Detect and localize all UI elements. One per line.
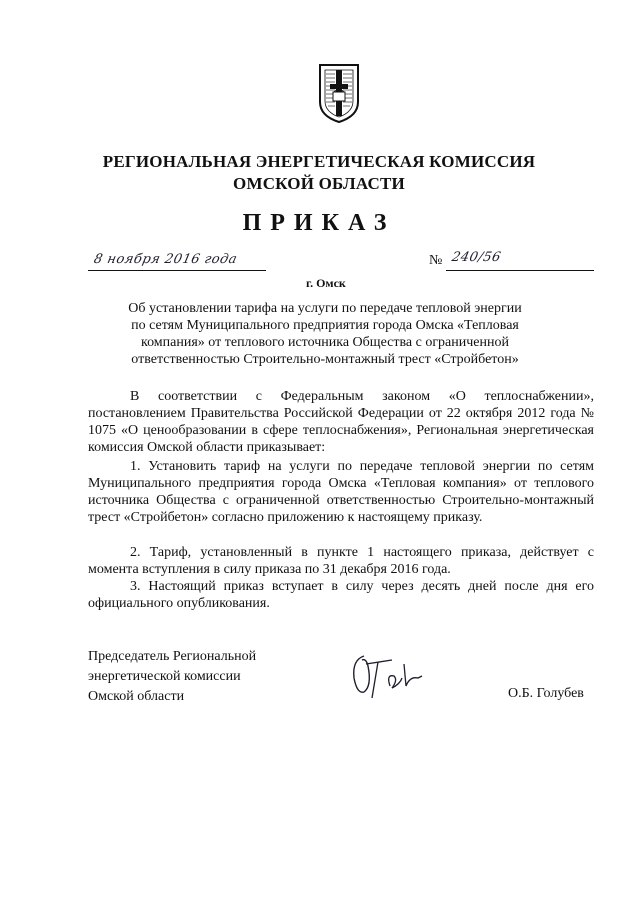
order-title: ПРИКАЗ (242, 210, 396, 236)
signatory-name: О.Б. Голубев (508, 686, 584, 701)
position-line: Председатель Региональной (88, 649, 257, 664)
order-subject (110, 300, 540, 368)
position-line: энергетической комиссии (88, 669, 241, 684)
handwritten-signature (348, 652, 428, 700)
position-line: Омской области (88, 689, 185, 704)
org-title-line1: РЕГИОНАЛЬНАЯ ЭНЕРГЕТИЧЕСКАЯ КОМИССИЯ (102, 152, 536, 171)
order-date-handwritten: 8 ноября 2016 года (92, 252, 239, 267)
order-number-label: № (429, 253, 443, 268)
city-label: г. Омск (306, 276, 346, 290)
subject-line: Об установлении тарифа на услуги по передаче тепловой энергии (128, 301, 522, 316)
order-item-3: 3. Настоящий приказ вступает в силу через десять дней после дня его официального опубликования. (88, 579, 594, 611)
subject-line: по сетям Муниципального предприятия города Омска «Тепловая (131, 318, 519, 333)
order-item-2: 2. Тариф, установленный в пункте 1 настоящего приказа, действует с момента вступления в силу приказа по 31 декабря 2016 года. (88, 545, 594, 577)
preamble-paragraph: В соответствии с Федеральным законом «О теплоснабжении», постановлением Правительства Российской Федерации от 22 октября 2012 года № 1075 «О ценообразовании в сфере теплоснабжения», Региональная энергетическая комиссия Омской области приказывает: (88, 389, 594, 455)
order-item-1: 1. Установить тариф на услуги по передаче тепловой энергии по сетям Муниципального предприятия города Омска «Тепловая компания» от теплового источника Общества с ограниченной ответственностью Строительно-монтажный трест «Стройбетон» согласно приложению к настоящему приказу. (88, 459, 594, 525)
date-underline (88, 270, 266, 271)
org-title-line2: ОМСКОЙ ОБЛАСТИ (233, 174, 405, 193)
subject-line: компания» от теплового источника Общества с ограниченной (140, 335, 509, 350)
subject-line: ответственностью Строительно-монтажный трест «Стройбетон» (131, 352, 519, 367)
omsk-coat-of-arms-icon (316, 62, 362, 124)
number-underline (446, 270, 594, 271)
order-number-handwritten: 240/56 (450, 250, 503, 265)
signatory-position (88, 647, 256, 707)
